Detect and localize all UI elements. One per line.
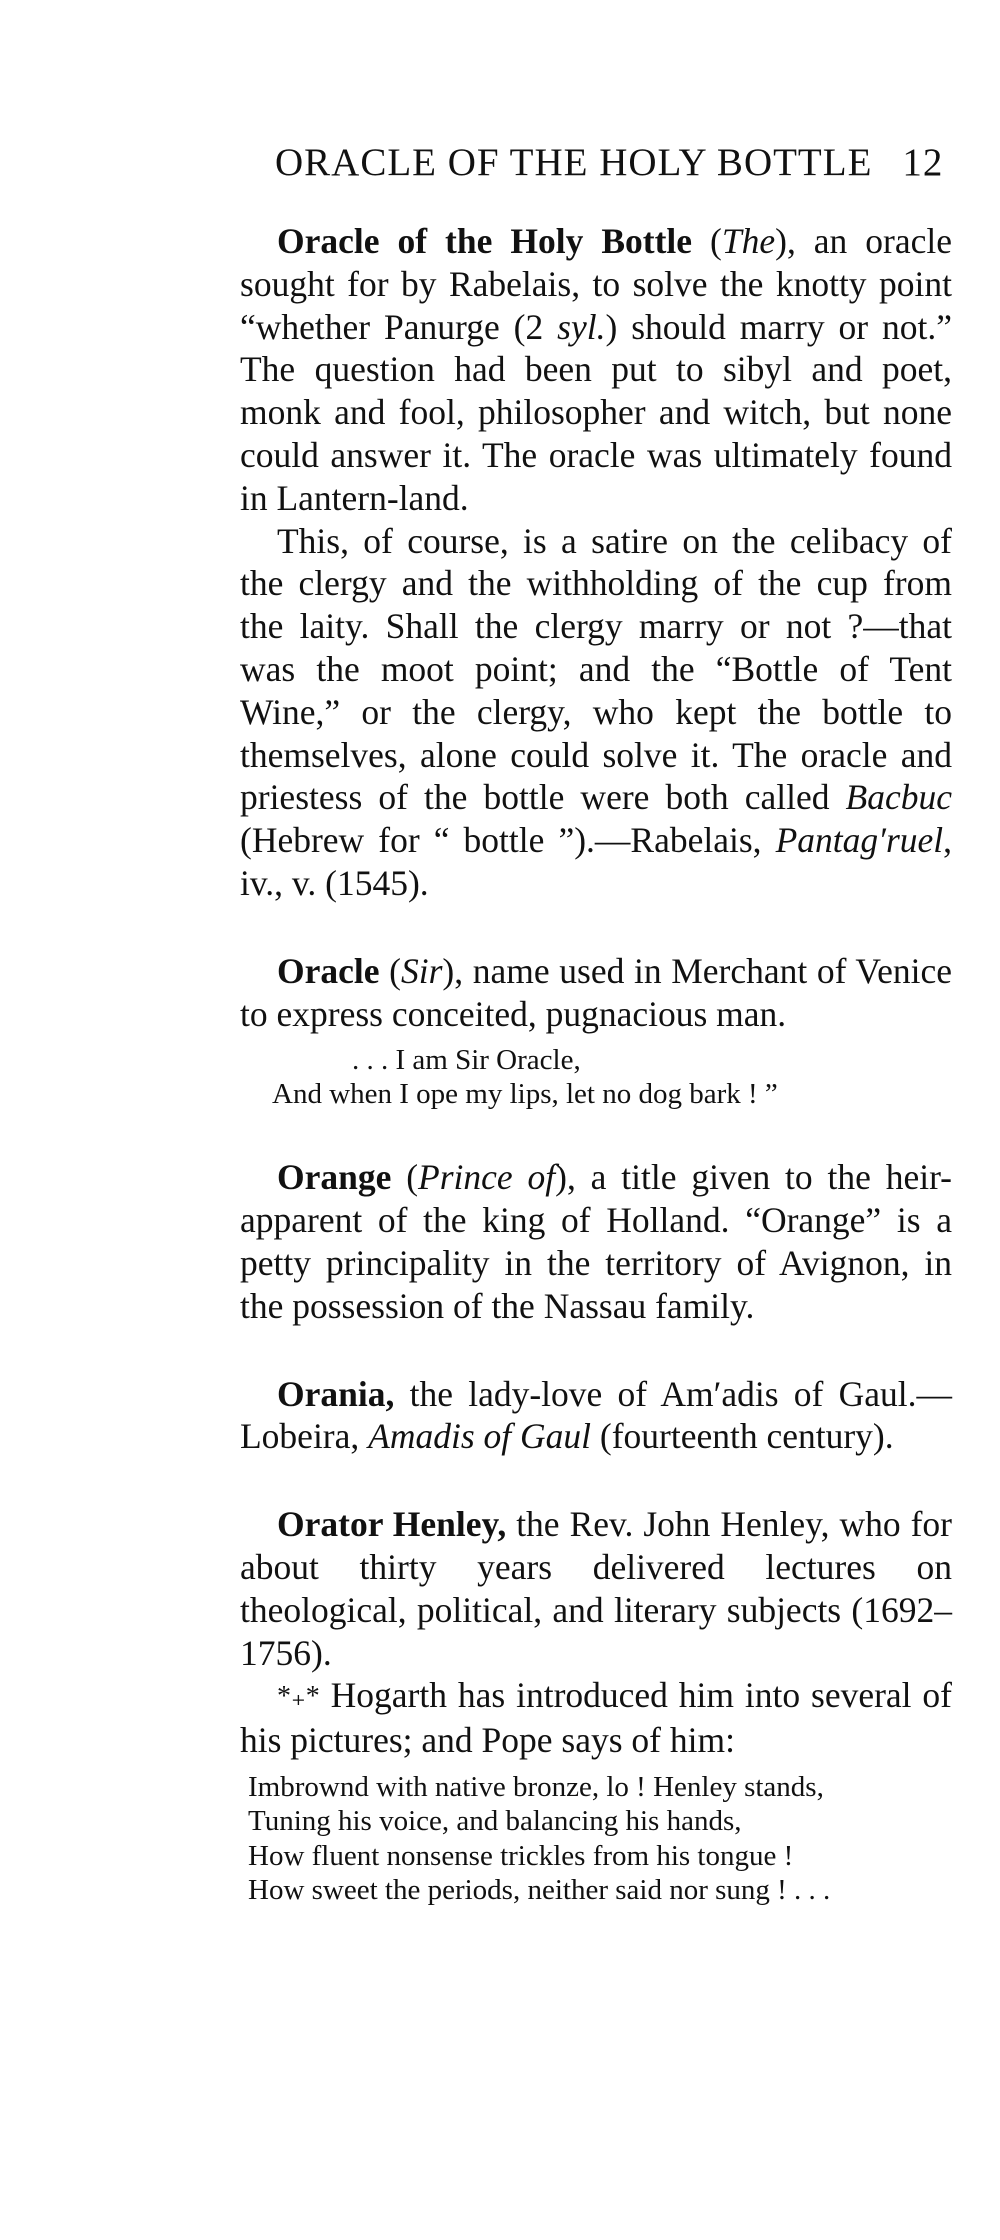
page-number: 12 (902, 141, 944, 184)
entry-orange (240, 1156, 952, 1327)
work-title: Amadis of Gaul (368, 1416, 592, 1457)
entry-note (240, 1674, 952, 1762)
verse-line: Imbrownd with native bronze, lo ! Henley stands, (248, 1770, 824, 1803)
definition-text: , name used in Merchant of Venice to express conceited, pugnacious man. (240, 950, 952, 1034)
verse-quotation (248, 1770, 952, 1908)
entry-paragraph: Oracle (Sir), name used in Merchant of Venice to express conceited, pugnacious man. (240, 950, 952, 1034)
running-head-title: ORACLE OF THE HOLY BOTTLE (275, 141, 873, 184)
syllable-note: syl. (557, 306, 606, 347)
asterism-mark: *₊* (277, 1681, 320, 1713)
qualifier: Prince of (418, 1157, 556, 1198)
headword: Orania, (277, 1373, 395, 1414)
entry-orator-henley (240, 1503, 952, 1908)
headword: Orator Henley, (277, 1504, 507, 1545)
verse-line: How sweet the periods, neither said nor sung ! . . . (248, 1874, 831, 1907)
headword: Oracle of the Holy Bottle (277, 221, 693, 261)
entry-paragraph (240, 1373, 952, 1459)
dictionary-body (240, 220, 952, 1908)
note-text: Hogarth has introduced him into several of his pictures; and Pope says of him: (240, 1675, 952, 1761)
quote-line: And when I ope my lips, let no dog bark ! ” (272, 1078, 778, 1111)
citation-text: , iv., v. (1545). (240, 820, 952, 903)
definition-text: the lady-love of Am′adis of Gaul.—Lobeira, (240, 1373, 952, 1457)
headword: Oracle (277, 950, 380, 991)
entry-oracle-sir (240, 950, 952, 1112)
qualifier: Sir (400, 950, 443, 991)
entry-oracle-holy-bottle (240, 220, 952, 905)
headword: Orange (277, 1157, 392, 1198)
running-head (275, 140, 1000, 185)
entry-paragraph (240, 520, 952, 905)
commentary-text: This, of course, is a satire on the celibacy of the clergy and the withholding of the cup from the laity. Shall the clergy marry or not ?—that was the moot point; and the “Bottle of Tent Wine,” or the clergy, who kept the bottle to themselves, alone could solve it. The oracle and priestess of the bottle were both called (240, 520, 952, 818)
definition-text: , a title given to the heir-apparent of the king of Holland. “Orange” is a petty principality in the territory of Avignon, in the possession of the Nassau family. (240, 1157, 953, 1326)
verse-line: Tuning his voice, and balancing his hands, (248, 1805, 742, 1838)
definition-text: ) should marry or not.” The question had been put to sibyl and poet, monk and fool, philosopher and witch, but none could answer it. The oracle was ultimately found in Lantern-land. (240, 306, 952, 518)
qualifier: The (721, 221, 776, 261)
quotation (240, 1043, 952, 1111)
work-title: Pantag′ruel (775, 820, 944, 861)
entry-orania (240, 1373, 952, 1459)
entry-paragraph (240, 1503, 952, 1674)
commentary-text: (Hebrew for “ bottle ”).—Rabelais, (240, 820, 776, 861)
term-bacbuc: Bacbuc (845, 777, 952, 818)
definition-text: , an oracle sought for by Rabelais, to solve the knotty point “whether Panurge (2 (240, 221, 953, 347)
definition-text: the Rev. John Henley, who for about thirty years delivered lectures on theological, political, and literary subjects (1692–1756). (240, 1504, 952, 1673)
entry-paragraph: Oracle of the Holy Bottle (The), an oracle sought for by Rabelais, to solve the knotty point “whether Panurge (2 syl.) should marry or not.” The question had been put to sibyl and poet, monk and fool, philosopher and witch, but none could answer it. The oracle was ultimately found in Lantern-land. (240, 221, 953, 518)
citation-text: (fourteenth century). (591, 1416, 894, 1457)
verse-line: How fluent nonsense trickles from his tongue ! (248, 1839, 794, 1872)
quote-line: . . . I am Sir Oracle, (352, 1044, 581, 1077)
entry-paragraph: Orange (Prince of), a title given to the heir-apparent of the king of Holland. “Orange” is a petty principality in the territory of Avignon, in the possession of the Nassau family. (240, 1157, 953, 1326)
